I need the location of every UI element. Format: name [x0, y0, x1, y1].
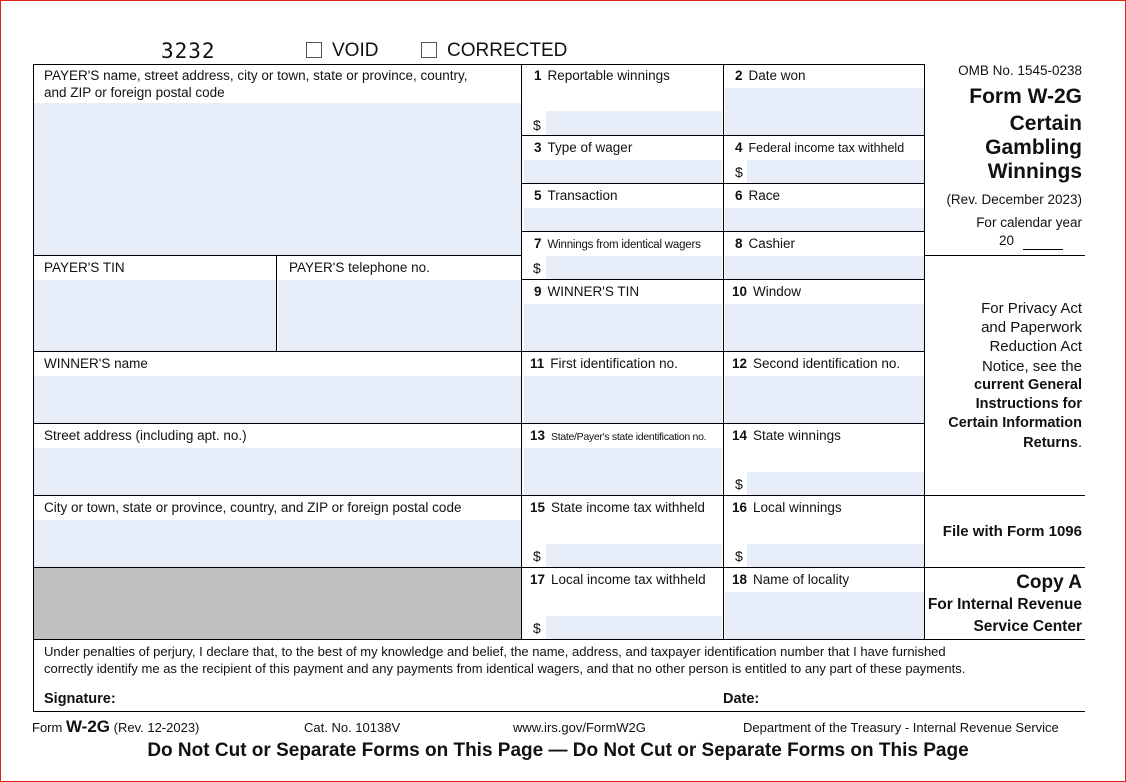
omb-number: OMB No. 1545-0238: [958, 63, 1082, 78]
box1-dollar: $: [533, 117, 541, 133]
box6-number: 6: [735, 188, 743, 203]
box6-field[interactable]: [725, 208, 924, 231]
box11-field[interactable]: [524, 376, 722, 423]
box2-label: [735, 67, 806, 84]
box3-text: Type of wager: [547, 140, 633, 155]
box14-field[interactable]: [747, 472, 924, 495]
box5-label: [534, 187, 618, 204]
grid-line: [276, 255, 277, 352]
form-title: Form W-2G: [969, 85, 1082, 108]
box2-number: 2: [735, 68, 743, 83]
box2-field[interactable]: [725, 88, 924, 135]
box15-number: 15: [530, 500, 546, 515]
grid-line: [924, 64, 925, 640]
winner-name-field[interactable]: [34, 376, 521, 423]
grid-line: [33, 255, 522, 256]
box3-field[interactable]: [524, 160, 722, 183]
panel-line: [925, 567, 1085, 568]
footer-form-id: [32, 717, 199, 737]
box16-label: [732, 499, 842, 516]
privacy-bold4-line: [1023, 435, 1082, 451]
grid-line: [723, 64, 724, 640]
box14-dollar: $: [735, 476, 743, 492]
footer-form-word: Form: [32, 720, 63, 735]
box16-dollar: $: [735, 548, 743, 564]
privacy-bold1: current General: [974, 377, 1082, 393]
box18-text: Name of locality: [753, 572, 850, 587]
void-checkbox[interactable]: [306, 42, 322, 58]
box8-field[interactable]: [725, 256, 924, 279]
revision: (Rev. December 2023): [946, 192, 1082, 207]
shaded-area: [33, 568, 522, 639]
winner-name-label: WINNER'S name: [44, 356, 148, 371]
footer-rev: (Rev. 12-2023): [113, 720, 200, 735]
box18-number: 18: [732, 572, 748, 587]
payer-name-field[interactable]: [34, 103, 521, 255]
subtitle-line2: Gambling: [985, 136, 1082, 159]
box14-text: State winnings: [753, 428, 841, 443]
box11-label: [530, 355, 678, 372]
subtitle-line1: Certain: [1009, 112, 1082, 135]
box13-field[interactable]: [524, 448, 722, 495]
signature-label: Signature:: [44, 691, 116, 707]
box8-text: Cashier: [748, 236, 796, 251]
footer-warning: Do Not Cut or Separate Forms on This Page — Do Not Cut or Separate Forms on This Page: [147, 740, 969, 761]
grid-line: [33, 64, 925, 65]
panel-line: [925, 495, 1085, 496]
box1-field[interactable]: [546, 111, 722, 135]
box15-label: [530, 499, 705, 516]
box8-number: 8: [735, 236, 743, 251]
grid-line: [33, 64, 34, 712]
payer-name-label-2: and ZIP or foreign postal code: [44, 85, 225, 100]
box15-text: State income tax withheld: [551, 500, 705, 515]
box18-field[interactable]: [725, 592, 924, 639]
box6-label: [735, 187, 780, 204]
box4-dollar: $: [735, 164, 743, 180]
box16-field[interactable]: [747, 544, 924, 567]
box1-label: [534, 67, 670, 84]
panel-line: [925, 255, 1085, 256]
grid-line: [33, 567, 925, 568]
box12-field[interactable]: [725, 376, 924, 423]
box16-text: Local winnings: [753, 500, 842, 515]
privacy-period: .: [1077, 435, 1082, 451]
box11-text: First identification no.: [550, 356, 678, 371]
payer-phone-label: PAYER'S telephone no.: [289, 260, 430, 275]
box11-number: 11: [530, 356, 545, 371]
box14-label: [732, 427, 841, 444]
city-field[interactable]: [34, 520, 521, 567]
payer-name-label-1: PAYER'S name, street address, city or town, state or province, country,: [44, 68, 468, 83]
footer-form-name: W-2G: [65, 717, 111, 736]
copy-title: Copy A: [1016, 572, 1082, 593]
subtitle-line3: Winnings: [987, 160, 1082, 183]
box13-text: State/Payer's state identification no.: [551, 431, 707, 443]
grid-line: [521, 64, 522, 640]
box5-number: 5: [534, 188, 542, 203]
perjury-line1: Under penalties of perjury, I declare that, to the best of my knowledge and belief, the name, address, and taxpayer identification number that I have furnished: [44, 644, 946, 659]
payer-phone-field[interactable]: [278, 280, 521, 351]
box3-number: 3: [534, 140, 542, 155]
box10-label: [732, 283, 801, 300]
box1-number: 1: [534, 68, 542, 83]
box4-text: Federal income tax withheld: [748, 141, 905, 155]
footer-dept: Department of the Treasury - Internal Revenue Service: [743, 720, 1059, 735]
grid-line: [33, 423, 925, 424]
street-address-label: Street address (including apt. no.): [44, 428, 247, 443]
privacy-bold4: Returns: [1023, 435, 1078, 451]
box17-number: 17: [530, 572, 546, 587]
signature-field[interactable]: [126, 689, 706, 710]
grid-line: [33, 639, 1085, 640]
calendar-year-label: For calendar year: [976, 215, 1082, 230]
box1-text: Reportable winnings: [547, 68, 670, 83]
box10-number: 10: [732, 284, 748, 299]
box14-number: 14: [732, 428, 748, 443]
box7-text: Winnings from identical wagers: [547, 239, 701, 251]
footer-cat: Cat. No. 10138V: [304, 720, 401, 735]
box12-number: 12: [732, 356, 748, 371]
box5-text: Transaction: [547, 188, 618, 203]
box8-label: [735, 235, 795, 252]
box7-field[interactable]: [546, 256, 722, 279]
box5-field[interactable]: [524, 208, 722, 231]
box15-field[interactable]: [546, 544, 722, 567]
footer-url: www.irs.gov/FormW2G: [513, 720, 646, 735]
street-address-field[interactable]: [34, 448, 521, 495]
form-code: 3232: [161, 39, 216, 63]
box7-label: [534, 235, 701, 254]
box17-dollar: $: [533, 620, 541, 636]
box10-text: Window: [753, 284, 802, 299]
box4-number: 4: [735, 140, 743, 155]
year-underline: [1023, 249, 1063, 250]
privacy-line1: For Privacy Act: [981, 300, 1082, 317]
box16-number: 16: [732, 500, 748, 515]
privacy-line4: Notice, see the: [981, 358, 1082, 375]
date-label: Date:: [723, 691, 760, 707]
void-label: VOID: [332, 40, 379, 61]
box2-text: Date won: [748, 68, 806, 83]
grid-line: [33, 495, 925, 496]
file-with: File with Form 1096: [942, 523, 1082, 540]
box13-label: [530, 427, 706, 446]
box15-dollar: $: [533, 548, 541, 564]
copy-sub2: Service Center: [973, 618, 1082, 635]
box7-dollar: $: [533, 260, 541, 276]
box17-text: Local income tax withheld: [551, 572, 706, 587]
box7-number: 7: [534, 236, 542, 251]
privacy-line2: and Paperwork: [981, 319, 1082, 336]
year-prefix: 20: [999, 233, 1015, 248]
box9-text: WINNER'S TIN: [547, 284, 640, 299]
perjury-line2: correctly identify me as the recipient of this payment and any payments from identical wagers, and that no other person is entitled to any part of these payments.: [44, 661, 966, 676]
privacy-line3: Reduction Act: [989, 338, 1082, 355]
box9-label: [534, 283, 639, 300]
box9-field[interactable]: [524, 304, 722, 351]
corrected-label: CORRECTED: [447, 40, 568, 61]
grid-line: [33, 351, 925, 352]
box18-label: [732, 571, 849, 588]
box12-label: [732, 355, 900, 372]
city-label: City or town, state or province, country, and ZIP or foreign postal code: [44, 500, 462, 515]
box4-label: [735, 139, 904, 157]
payer-tin-label: PAYER'S TIN: [44, 260, 125, 275]
box13-number: 13: [530, 428, 546, 443]
box12-text: Second identification no.: [753, 356, 901, 371]
box3-label: [534, 139, 632, 156]
box6-text: Race: [748, 188, 781, 203]
box9-number: 9: [534, 284, 542, 299]
grid-line: [33, 711, 1085, 712]
privacy-bold2: Instructions for: [975, 396, 1082, 412]
box17-label: [530, 571, 706, 588]
box4-field[interactable]: [747, 160, 924, 183]
box17-field[interactable]: [546, 616, 722, 639]
date-field[interactable]: [771, 689, 1071, 710]
box10-field[interactable]: [725, 304, 924, 351]
privacy-bold3: Certain Information: [948, 415, 1082, 431]
corrected-checkbox[interactable]: [421, 42, 437, 58]
copy-sub1: For Internal Revenue: [927, 596, 1082, 613]
payer-tin-field[interactable]: [34, 280, 276, 351]
